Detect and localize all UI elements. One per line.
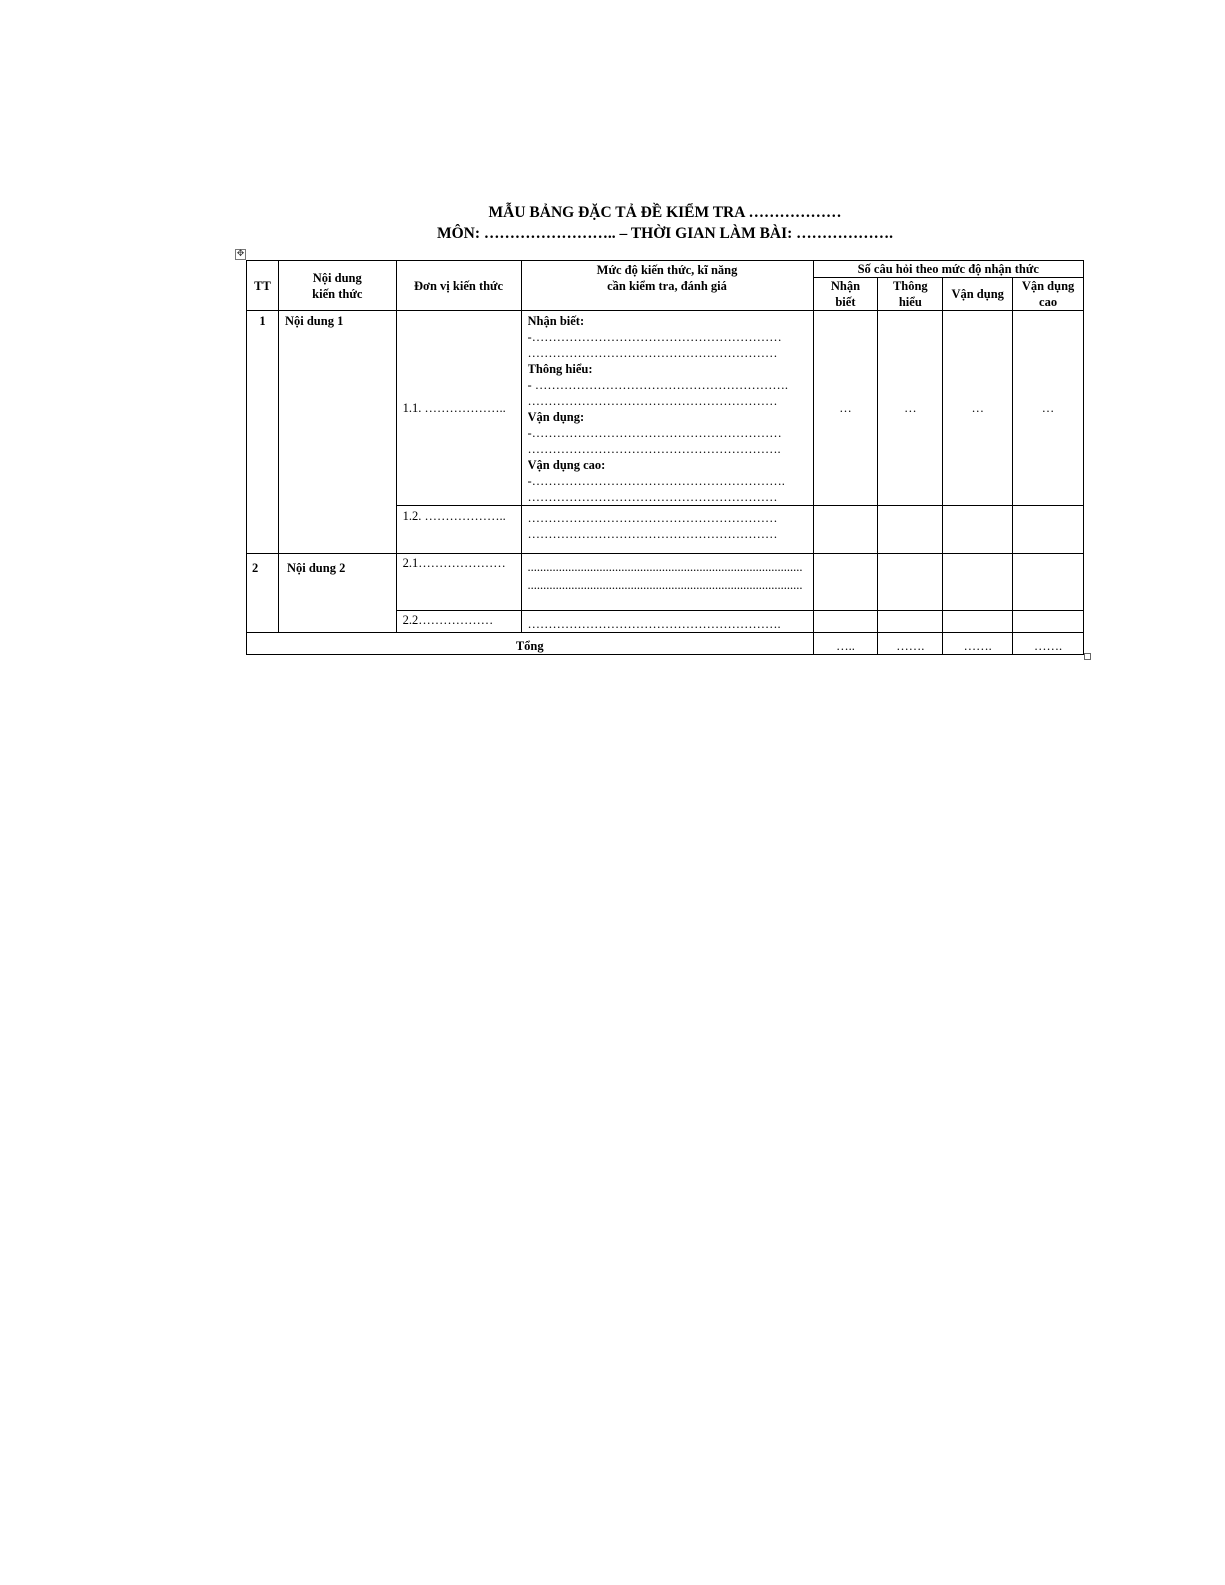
dots-line: ........................................................................................	[527, 578, 803, 592]
header-thong-hieu-line2: hiểu	[898, 295, 922, 309]
dots-line: ……………………………………………………	[527, 527, 778, 541]
count-van-dung-cao: …	[1013, 311, 1084, 506]
dots-line: ……………………………………………………	[527, 394, 778, 408]
header-van-dung: Vận dụng	[943, 278, 1013, 311]
total-label: Tổng	[247, 633, 814, 655]
label-nhan-biet: Nhận biết:	[527, 314, 585, 328]
table-row	[247, 554, 1084, 611]
specification-table	[246, 260, 1084, 655]
header-don-vi: Đơn vị kiến thức	[396, 261, 521, 311]
document-title: MẪU BẢNG ĐẶC TẢ ĐỀ KIỂM TRA ………………	[488, 204, 842, 221]
empty-cell	[813, 611, 878, 633]
dots-line: ........................................................................................	[527, 560, 803, 574]
table-resize-icon[interactable]	[1084, 653, 1091, 660]
criteria-2-2	[521, 611, 813, 633]
label-van-dung: Vận dụng:	[527, 410, 585, 424]
header-muc-do-line2: cần kiểm tra, đánh giá	[607, 279, 727, 293]
count-nhan-biet: …	[813, 311, 878, 506]
empty-cell	[878, 506, 943, 554]
row1-content: Nội dung 1	[278, 311, 396, 554]
dots-line: - …………………………………………………….	[527, 378, 788, 392]
table-move-icon[interactable]: ✥	[236, 249, 245, 259]
empty-cell	[1013, 611, 1084, 633]
empty-cell	[1013, 554, 1084, 611]
dots-line: -…………………………………………………….	[527, 474, 785, 488]
label-thong-hieu: Thông hiểu:	[527, 362, 593, 376]
unit-2-1: 2.1…………………	[396, 554, 521, 611]
dots-line: …………………………………………………….	[527, 442, 781, 456]
criteria-2-1	[521, 554, 813, 611]
total-nhan-biet: …..	[813, 633, 878, 655]
empty-cell	[943, 506, 1013, 554]
empty-cell	[943, 554, 1013, 611]
dots-line: -……………………………………………………	[527, 330, 782, 344]
header-nhan-biet-line1: Nhận	[830, 279, 861, 293]
criteria-1-2	[521, 506, 813, 554]
header-nhan-biet	[813, 278, 878, 311]
unit-1-1: 1.1. ………………..	[396, 311, 521, 506]
row2-tt: 2	[247, 554, 279, 633]
dots-line: ……………………………………………………	[527, 490, 778, 504]
table-row	[247, 311, 1084, 506]
dots-line: …………………………………………………….	[527, 617, 781, 631]
header-muc-do-line1: Mức độ kiến thức, kĩ năng	[596, 263, 738, 277]
header-so-cau: Số câu hỏi theo mức độ nhận thức	[813, 261, 1084, 278]
empty-cell	[1013, 506, 1084, 554]
header-tt: TT	[247, 261, 279, 311]
header-thong-hieu	[878, 278, 943, 311]
row1-tt: 1	[247, 311, 279, 554]
dots-line: ……………………………………………………	[527, 511, 778, 525]
count-van-dung: …	[943, 311, 1013, 506]
total-row	[247, 633, 1084, 655]
header-van-dung-cao-line2: cao	[1039, 295, 1058, 309]
document-subtitle: MÔN: …………………….. – THỜI GIAN LÀM BÀI: ……………….	[436, 225, 894, 242]
empty-cell	[813, 506, 878, 554]
criteria-1-1	[521, 311, 813, 506]
total-van-dung: …….	[943, 633, 1013, 655]
header-van-dung-cao	[1013, 278, 1084, 311]
empty-cell	[878, 554, 943, 611]
header-noi-dung-line2: kiến thức	[312, 286, 363, 301]
unit-1-2: 1.2. ………………..	[396, 506, 521, 554]
header-row-1	[247, 261, 1084, 278]
empty-cell	[943, 611, 1013, 633]
header-noi-dung	[278, 261, 396, 311]
header-muc-do	[521, 261, 813, 311]
header-noi-dung-line1: Nội dung	[312, 270, 362, 285]
empty-cell	[878, 611, 943, 633]
total-thong-hieu: …….	[878, 633, 943, 655]
label-van-dung-cao: Vận dụng cao:	[527, 458, 606, 472]
total-van-dung-cao: …….	[1013, 633, 1084, 655]
row2-content: Nội dung 2	[278, 554, 396, 633]
header-nhan-biet-line2: biết	[835, 295, 856, 309]
header-van-dung-cao-line1: Vận dụng	[1021, 279, 1075, 293]
empty-cell	[813, 554, 878, 611]
dots-line: ……………………………………………………	[527, 346, 778, 360]
header-thong-hieu-line1: Thông	[892, 279, 928, 293]
dots-line: -……………………………………………………	[527, 426, 782, 440]
unit-2-2: 2.2………………	[396, 611, 521, 633]
count-thong-hieu: …	[878, 311, 943, 506]
